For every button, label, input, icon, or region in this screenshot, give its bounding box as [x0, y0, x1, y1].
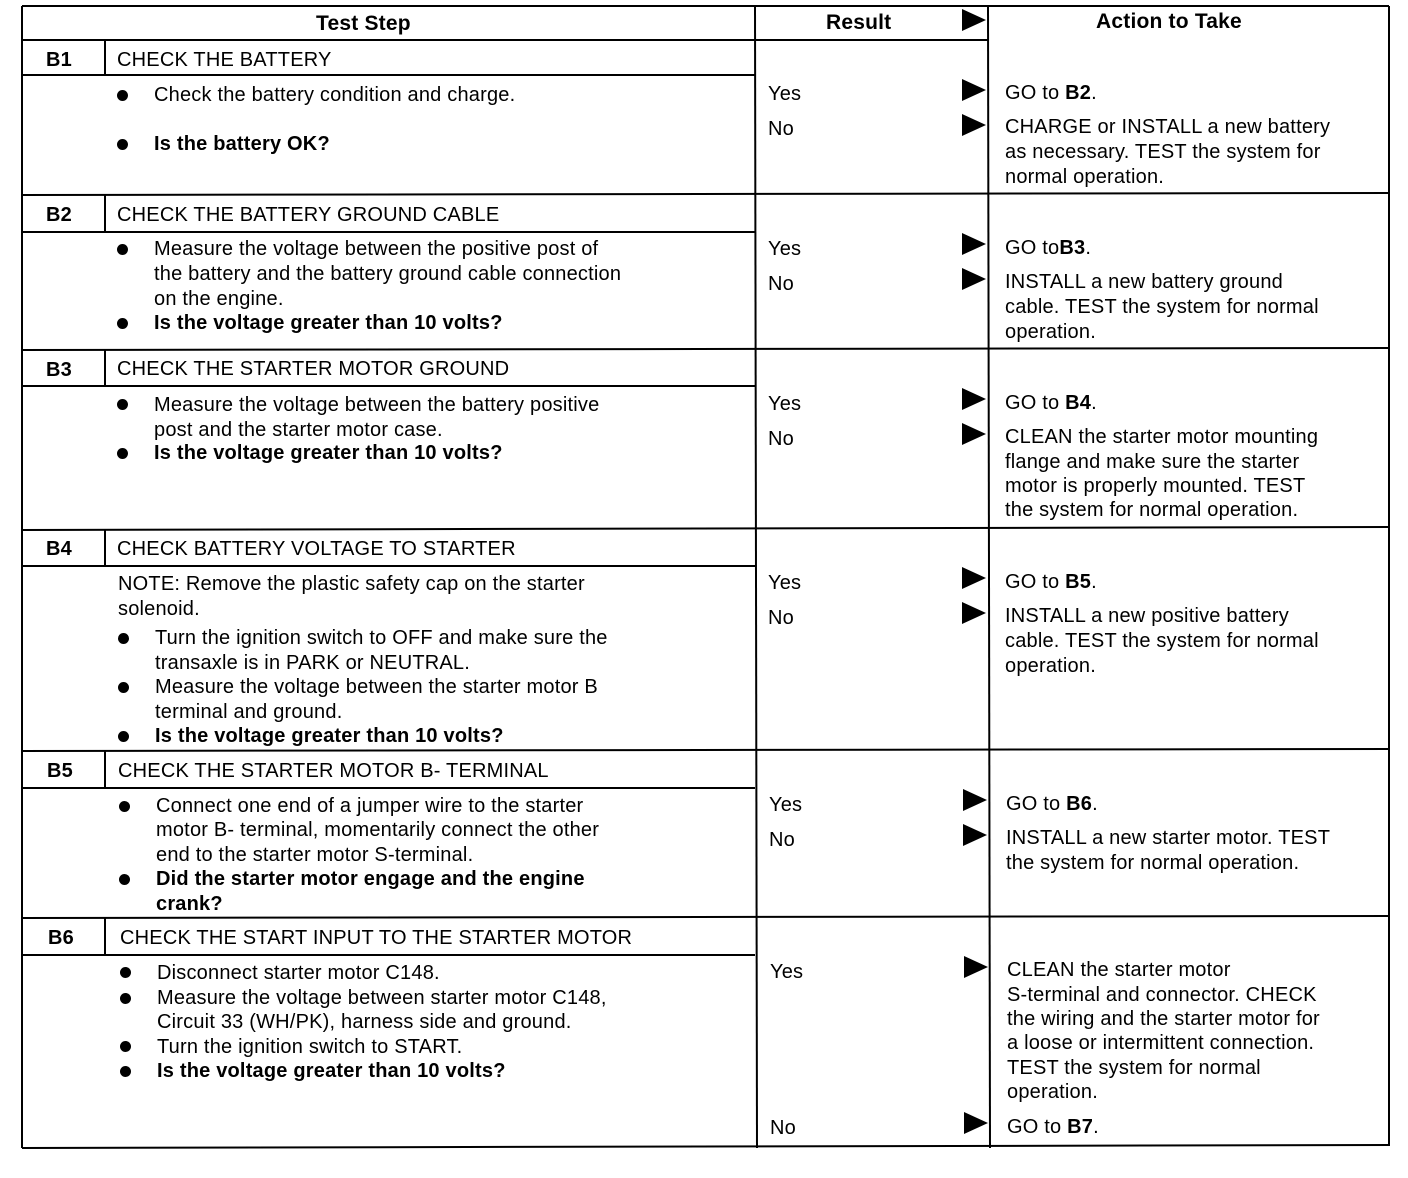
- step-text-b4-3: Measure the voltage between the starter motor B: [155, 676, 598, 698]
- action-no-b4-1: INSTALL a new positive battery: [1005, 605, 1289, 627]
- step-id-b2: B2: [46, 204, 72, 226]
- arrow-right-icon: [962, 233, 986, 255]
- action-no-b4-2: cable. TEST the system for normal: [1005, 630, 1319, 652]
- step-text-b5-3: end to the starter motor S-terminal.: [156, 844, 474, 866]
- bullet-icon: [120, 967, 131, 978]
- action-no-b1-1: CHARGE or INSTALL a new battery: [1005, 116, 1331, 138]
- step-text-b3-2: post and the starter motor case.: [154, 419, 443, 441]
- bullet-icon: [118, 633, 129, 644]
- arrow-right-icon: [962, 268, 986, 290]
- step-text-b4-1: Turn the ignition switch to OFF and make sure the: [155, 627, 608, 649]
- step-text-b6-3: Circuit 33 (WH/PK), harness side and ground.: [157, 1011, 572, 1033]
- action-yes-b1: GO to B2.: [1005, 82, 1097, 104]
- arrow-right-icon: [962, 388, 986, 410]
- step-question-b1: Is the battery OK?: [154, 133, 330, 155]
- step-note-b4-1: NOTE: Remove the plastic safety cap on the starter: [118, 573, 585, 595]
- bullet-icon: [117, 318, 128, 329]
- step-id-b4: B4: [46, 538, 72, 560]
- action-no-b5-2: the system for normal operation.: [1006, 852, 1300, 874]
- step-id-b5: B5: [47, 760, 73, 782]
- action-yes-b6-4: a loose or intermittent connection.: [1007, 1032, 1315, 1054]
- step-title-b5: CHECK THE STARTER MOTOR B- TERMINAL: [118, 760, 549, 782]
- action-yes-b6-1: CLEAN the starter motor: [1007, 959, 1231, 981]
- arrow-right-icon: [962, 602, 986, 624]
- step-text-b4-2: transaxle is in PARK or NEUTRAL.: [155, 652, 471, 674]
- bullet-icon: [120, 1041, 131, 1052]
- step-text-b6-2: Measure the voltage between starter motor C148,: [157, 987, 607, 1009]
- arrow-right-icon: [964, 956, 988, 978]
- step-text-b2-2: the battery and the battery ground cable connection: [154, 263, 622, 285]
- result-no-b6: No: [770, 1117, 796, 1139]
- action-no-b3-4: the system for normal operation.: [1005, 499, 1299, 521]
- bullet-icon: [119, 874, 130, 885]
- step-question-b5-2: crank?: [156, 893, 223, 915]
- result-yes-b4: Yes: [768, 572, 802, 594]
- action-no-b6: GO to B7.: [1007, 1116, 1099, 1138]
- bullet-icon: [120, 1066, 131, 1077]
- step-id-b3: B3: [46, 359, 72, 381]
- result-yes-b2: Yes: [768, 238, 802, 260]
- step-text-b1-1: Check the battery condition and charge.: [154, 84, 516, 106]
- action-no-b3-3: motor is properly mounted. TEST: [1005, 475, 1306, 497]
- bullet-icon: [117, 399, 128, 410]
- bullet-icon: [118, 731, 129, 742]
- action-no-b1-2: as necessary. TEST the system for: [1005, 141, 1321, 163]
- result-no-b2: No: [768, 273, 794, 295]
- step-question-b4: Is the voltage greater than 10 volts?: [155, 725, 504, 747]
- step-text-b2-3: on the engine.: [154, 288, 284, 310]
- result-no-b5: No: [769, 829, 795, 851]
- step-title-b6: CHECK THE START INPUT TO THE STARTER MOTOR: [120, 927, 633, 949]
- step-text-b5-1: Connect one end of a jumper wire to the starter: [156, 795, 584, 817]
- result-yes-b5: Yes: [769, 794, 803, 816]
- arrow-right-icon: [964, 1112, 988, 1134]
- result-no-b3: No: [768, 428, 794, 450]
- action-yes-b6-2: S-terminal and connector. CHECK: [1007, 984, 1317, 1006]
- step-title-b4: CHECK BATTERY VOLTAGE TO STARTER: [117, 538, 516, 560]
- step-text-b3-1: Measure the voltage between the battery positive: [154, 394, 600, 416]
- arrow-right-icon: [963, 824, 987, 846]
- bullet-icon: [120, 993, 131, 1004]
- header-action: Action to Take: [1096, 10, 1242, 33]
- step-text-b4-4: terminal and ground.: [155, 701, 343, 723]
- step-question-b3: Is the voltage greater than 10 volts?: [154, 442, 503, 464]
- step-title-b3: CHECK THE STARTER MOTOR GROUND: [117, 358, 510, 380]
- result-yes-b3: Yes: [768, 393, 802, 415]
- action-no-b2-3: operation.: [1005, 321, 1096, 343]
- bullet-icon: [118, 682, 129, 693]
- bullet-icon: [119, 801, 130, 812]
- step-title-b2: CHECK THE BATTERY GROUND CABLE: [117, 204, 500, 226]
- bullet-icon: [117, 139, 128, 150]
- action-no-b4-3: operation.: [1005, 655, 1096, 677]
- action-yes-b5: GO to B6.: [1006, 793, 1098, 815]
- action-no-b2-1: INSTALL a new battery ground: [1005, 271, 1283, 293]
- arrow-right-icon: [962, 114, 986, 136]
- step-title-b1: CHECK THE BATTERY: [117, 49, 332, 71]
- result-yes-b1: Yes: [768, 83, 802, 105]
- action-yes-b6-6: operation.: [1007, 1081, 1098, 1103]
- action-yes-b6-5: TEST the system for normal: [1007, 1057, 1261, 1079]
- bullet-icon: [117, 448, 128, 459]
- arrow-right-icon: [962, 423, 986, 445]
- action-yes-b6-3: the wiring and the starter motor for: [1007, 1008, 1320, 1030]
- step-id-b1: B1: [46, 49, 72, 71]
- step-question-b6: Is the voltage greater than 10 volts?: [157, 1060, 506, 1082]
- action-no-b5-1: INSTALL a new starter motor. TEST: [1006, 827, 1331, 849]
- step-text-b2-1: Measure the voltage between the positive post of: [154, 238, 599, 260]
- step-question-b2: Is the voltage greater than 10 volts?: [154, 312, 503, 334]
- result-yes-b6: Yes: [770, 961, 804, 983]
- action-yes-b4: GO to B5.: [1005, 571, 1097, 593]
- result-no-b4: No: [768, 607, 794, 629]
- action-yes-b3: GO to B4.: [1005, 392, 1097, 414]
- step-text-b6-4: Turn the ignition switch to START.: [157, 1036, 463, 1058]
- step-id-b6: B6: [48, 927, 74, 949]
- action-no-b3-1: CLEAN the starter motor mounting: [1005, 426, 1319, 448]
- step-text-b6-1: Disconnect starter motor C148.: [157, 962, 440, 984]
- result-no-b1: No: [768, 118, 794, 140]
- header-result: Result: [826, 11, 892, 34]
- arrow-right-icon: [963, 789, 987, 811]
- action-no-b3-2: flange and make sure the starter: [1005, 451, 1300, 473]
- step-text-b5-2: motor B- terminal, momentarily connect the other: [156, 819, 600, 841]
- action-no-b2-2: cable. TEST the system for normal: [1005, 296, 1319, 318]
- arrow-right-icon: [962, 567, 986, 589]
- arrow-right-icon: [962, 79, 986, 101]
- action-no-b1-3: normal operation.: [1005, 166, 1165, 188]
- step-question-b5-1: Did the starter motor engage and the engine: [156, 868, 585, 890]
- header-arrow-icon: [962, 9, 986, 31]
- action-yes-b2: GO toB3.: [1005, 237, 1092, 259]
- bullet-icon: [117, 244, 128, 255]
- bullet-icon: [117, 90, 128, 101]
- header-test-step: Test Step: [316, 12, 411, 35]
- step-note-b4-2: solenoid.: [118, 598, 200, 620]
